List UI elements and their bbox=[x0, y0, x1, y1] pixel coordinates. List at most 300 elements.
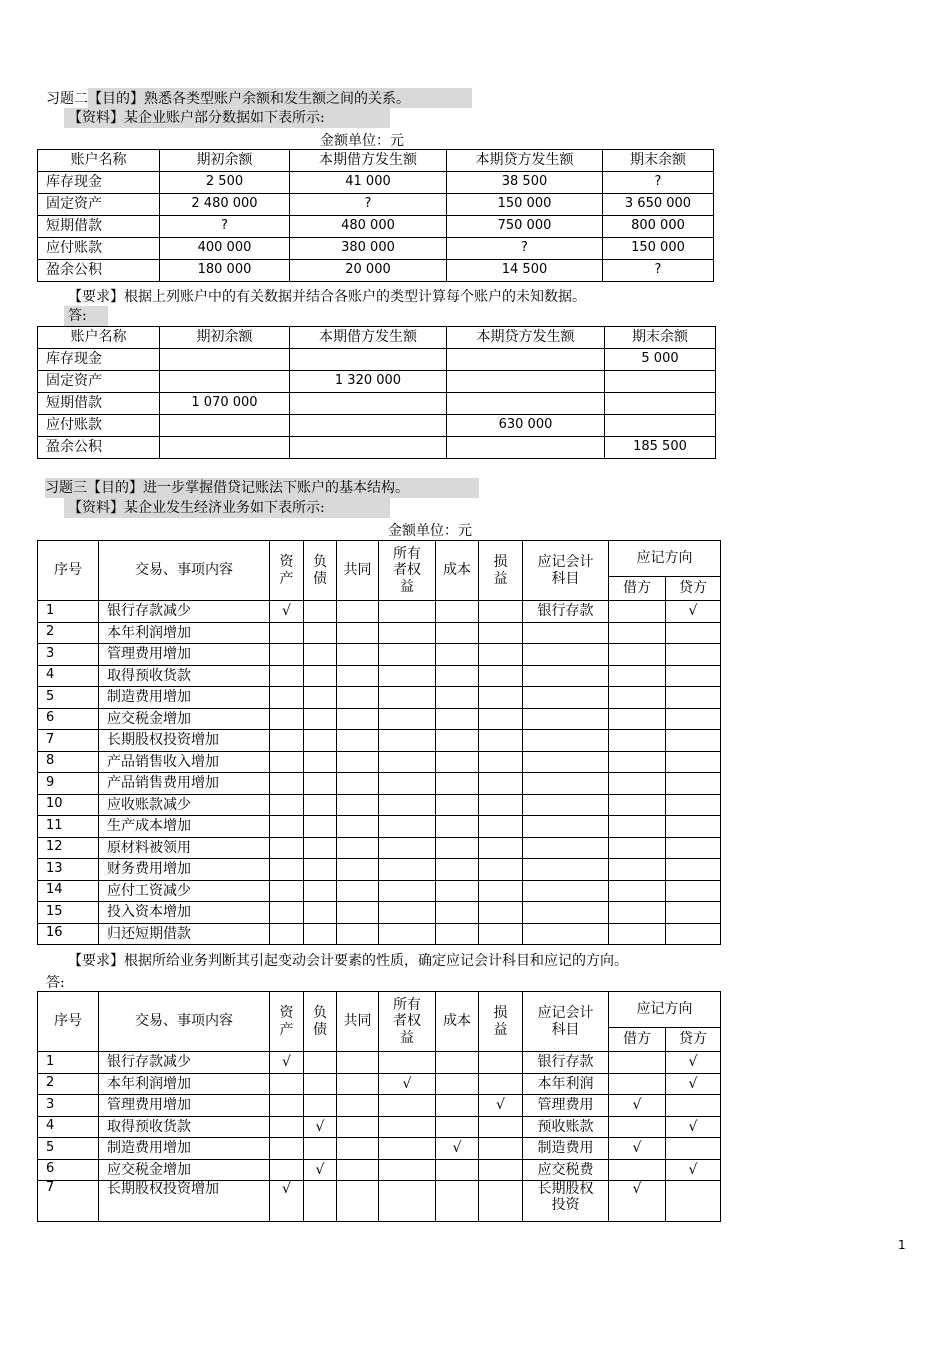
account-cell bbox=[523, 751, 609, 773]
credit-cell bbox=[666, 1095, 721, 1117]
seq-cell: 5 bbox=[38, 687, 99, 709]
amount-cell bbox=[447, 437, 605, 459]
table-row bbox=[38, 1159, 721, 1181]
mark-cell bbox=[270, 708, 304, 730]
mark-cell bbox=[479, 665, 523, 687]
mark-cell bbox=[436, 687, 479, 709]
amount-cell: ? bbox=[603, 172, 714, 194]
table-row bbox=[38, 216, 714, 238]
seq-cell: 1 bbox=[38, 1052, 99, 1074]
mark-cell bbox=[436, 1181, 479, 1222]
mark-cell bbox=[304, 1073, 337, 1095]
mark-cell bbox=[337, 1138, 379, 1160]
column-header: 本期借方发生额 bbox=[290, 150, 447, 172]
mark-cell bbox=[270, 923, 304, 945]
mark-cell bbox=[379, 730, 436, 752]
mark-cell bbox=[270, 837, 304, 859]
mark-cell bbox=[436, 902, 479, 924]
mark-cell bbox=[479, 859, 523, 881]
mark-cell bbox=[337, 622, 379, 644]
liability-header: 负债 bbox=[304, 992, 337, 1052]
debit-cell bbox=[609, 751, 666, 773]
table-row bbox=[38, 172, 714, 194]
seq-cell: 14 bbox=[38, 880, 99, 902]
amount-cell: 180 000 bbox=[160, 260, 290, 282]
liability-header: 负债 bbox=[304, 541, 337, 601]
debit-cell bbox=[609, 880, 666, 902]
seq-cell: 2 bbox=[38, 1073, 99, 1095]
mark-cell bbox=[436, 794, 479, 816]
mark-cell bbox=[304, 773, 337, 795]
mark-cell bbox=[379, 923, 436, 945]
table-row bbox=[38, 1052, 721, 1074]
mark-cell bbox=[337, 751, 379, 773]
amount-cell: ? bbox=[160, 216, 290, 238]
mark-cell bbox=[479, 902, 523, 924]
mark-cell bbox=[337, 1073, 379, 1095]
amount-cell: 150 000 bbox=[603, 238, 714, 260]
content-cell: 财务费用增加 bbox=[99, 859, 270, 881]
table-row bbox=[38, 880, 721, 902]
mark-cell bbox=[379, 601, 436, 623]
content-cell: 制造费用增加 bbox=[99, 1138, 270, 1160]
account-cell bbox=[523, 923, 609, 945]
mark-cell bbox=[436, 1095, 479, 1117]
account-cell bbox=[523, 816, 609, 838]
seq-cell: 10 bbox=[38, 794, 99, 816]
amount-cell: 150 000 bbox=[447, 194, 603, 216]
mark-cell bbox=[479, 880, 523, 902]
table-row bbox=[38, 751, 721, 773]
mark-cell bbox=[479, 644, 523, 666]
amount-cell: 380 000 bbox=[290, 238, 447, 260]
mark-cell bbox=[379, 816, 436, 838]
mark-cell bbox=[479, 1052, 523, 1074]
seq-cell: 12 bbox=[38, 837, 99, 859]
debit-cell bbox=[609, 816, 666, 838]
credit-cell bbox=[666, 751, 721, 773]
mark-cell bbox=[479, 1159, 523, 1181]
amount-cell: ? bbox=[447, 238, 603, 260]
credit-cell bbox=[666, 859, 721, 881]
mark-cell bbox=[479, 708, 523, 730]
ex2-title-prefix: 习题二 bbox=[46, 91, 88, 107]
amount-cell: 14 500 bbox=[447, 260, 603, 282]
amount-cell: 2 480 000 bbox=[160, 194, 290, 216]
mark-cell bbox=[379, 773, 436, 795]
account-cell: 应交税费 bbox=[523, 1159, 609, 1181]
mark-cell bbox=[479, 923, 523, 945]
account-cell bbox=[523, 880, 609, 902]
seq-cell: 11 bbox=[38, 816, 99, 838]
mark-cell bbox=[479, 751, 523, 773]
mark-cell bbox=[479, 601, 523, 623]
content-cell: 投入资本增加 bbox=[99, 902, 270, 924]
content-cell: 长期股权投资增加 bbox=[99, 1181, 270, 1222]
content-cell: 本年利润增加 bbox=[99, 622, 270, 644]
mark-cell bbox=[436, 622, 479, 644]
equity-header: 所有者权益 bbox=[379, 992, 436, 1052]
credit-cell: √ bbox=[666, 601, 721, 623]
mark-cell bbox=[304, 837, 337, 859]
credit-cell bbox=[666, 687, 721, 709]
seq-cell: 7 bbox=[38, 1181, 99, 1222]
debit-cell bbox=[609, 601, 666, 623]
mark-cell bbox=[304, 1181, 337, 1222]
account-name-cell: 库存现金 bbox=[38, 349, 160, 371]
mark-cell bbox=[270, 1138, 304, 1160]
common-header: 共同 bbox=[337, 992, 379, 1052]
mark-cell bbox=[270, 1073, 304, 1095]
content-cell: 应交税金增加 bbox=[99, 708, 270, 730]
mark-cell bbox=[270, 1116, 304, 1138]
mark-cell bbox=[379, 751, 436, 773]
account-cell: 银行存款 bbox=[523, 601, 609, 623]
seq-cell: 3 bbox=[38, 644, 99, 666]
amount-cell: 480 000 bbox=[290, 216, 447, 238]
seq-cell: 4 bbox=[38, 1116, 99, 1138]
account-cell bbox=[523, 859, 609, 881]
credit-cell bbox=[666, 1138, 721, 1160]
seq-cell: 9 bbox=[38, 773, 99, 795]
debit-cell bbox=[609, 1052, 666, 1074]
debit-cell: √ bbox=[609, 1138, 666, 1160]
direction-header: 应记方向 bbox=[609, 992, 721, 1028]
ex2-answer-table bbox=[37, 326, 716, 459]
mark-cell bbox=[436, 751, 479, 773]
mark-cell: √ bbox=[304, 1159, 337, 1181]
debit-cell bbox=[609, 773, 666, 795]
mark-cell bbox=[379, 708, 436, 730]
mark-cell bbox=[337, 859, 379, 881]
mark-cell bbox=[270, 773, 304, 795]
credit-cell bbox=[666, 622, 721, 644]
mark-cell bbox=[337, 1159, 379, 1181]
account-cell bbox=[523, 708, 609, 730]
amount-cell: 630 000 bbox=[447, 415, 605, 437]
mark-cell bbox=[479, 1116, 523, 1138]
ex3-data-table bbox=[37, 540, 721, 945]
table-row bbox=[38, 923, 721, 945]
credit-cell: √ bbox=[666, 1052, 721, 1074]
seq-cell: 1 bbox=[38, 601, 99, 623]
ex2-answer-label: 答: bbox=[64, 306, 108, 326]
mark-cell bbox=[304, 1138, 337, 1160]
table-row bbox=[38, 816, 721, 838]
amount-cell bbox=[160, 349, 290, 371]
mark-cell bbox=[436, 880, 479, 902]
table-row bbox=[38, 415, 716, 437]
content-cell: 应收账款减少 bbox=[99, 794, 270, 816]
mark-cell bbox=[379, 665, 436, 687]
debit-cell bbox=[609, 1073, 666, 1095]
amount-cell: 1 320 000 bbox=[290, 371, 447, 393]
mark-cell bbox=[379, 1095, 436, 1117]
mark-cell bbox=[479, 837, 523, 859]
credit-cell: √ bbox=[666, 1159, 721, 1181]
common-header: 共同 bbox=[337, 541, 379, 601]
mark-cell bbox=[337, 1095, 379, 1117]
table-row bbox=[38, 773, 721, 795]
mark-cell bbox=[479, 1073, 523, 1095]
mark-cell bbox=[304, 708, 337, 730]
table-row bbox=[38, 1116, 721, 1138]
table-row bbox=[38, 794, 721, 816]
content-header: 交易、事项内容 bbox=[99, 541, 270, 601]
table-row bbox=[38, 708, 721, 730]
mark-cell bbox=[479, 816, 523, 838]
content-cell: 产品销售费用增加 bbox=[99, 773, 270, 795]
credit-cell bbox=[666, 902, 721, 924]
mark-cell bbox=[270, 816, 304, 838]
ex2-title bbox=[46, 88, 472, 108]
seq-cell: 8 bbox=[38, 751, 99, 773]
credit-cell bbox=[666, 708, 721, 730]
debit-cell bbox=[609, 730, 666, 752]
mark-cell bbox=[337, 902, 379, 924]
mark-cell bbox=[379, 794, 436, 816]
asset-header: 资产 bbox=[270, 541, 304, 601]
mark-cell bbox=[270, 1095, 304, 1117]
credit-header: 贷方 bbox=[666, 1028, 721, 1052]
account-cell bbox=[523, 730, 609, 752]
debit-cell bbox=[609, 622, 666, 644]
table-row bbox=[38, 1073, 721, 1095]
table-row bbox=[38, 393, 716, 415]
amount-cell bbox=[290, 415, 447, 437]
seq-header: 序号 bbox=[38, 992, 99, 1052]
account-cell: 本年利润 bbox=[523, 1073, 609, 1095]
amount-cell bbox=[447, 371, 605, 393]
amount-cell: 2 500 bbox=[160, 172, 290, 194]
table-row bbox=[38, 644, 721, 666]
credit-cell bbox=[666, 816, 721, 838]
mark-cell bbox=[270, 644, 304, 666]
credit-cell: √ bbox=[666, 1116, 721, 1138]
debit-cell bbox=[609, 644, 666, 666]
amount-cell: 750 000 bbox=[447, 216, 603, 238]
debit-cell: √ bbox=[609, 1181, 666, 1222]
mark-cell bbox=[304, 622, 337, 644]
mark-cell bbox=[304, 794, 337, 816]
account-name-cell: 盈余公积 bbox=[38, 260, 160, 282]
amount-cell: ? bbox=[290, 194, 447, 216]
cost-header: 成本 bbox=[436, 992, 479, 1052]
mark-cell bbox=[270, 1159, 304, 1181]
seq-cell: 15 bbox=[38, 902, 99, 924]
table-row bbox=[38, 194, 714, 216]
mark-cell: √ bbox=[379, 1073, 436, 1095]
amount-cell: 400 000 bbox=[160, 238, 290, 260]
account-name-cell: 固定资产 bbox=[38, 194, 160, 216]
mark-cell bbox=[304, 859, 337, 881]
mark-cell bbox=[379, 687, 436, 709]
account-cell: 制造费用 bbox=[523, 1138, 609, 1160]
mark-cell bbox=[337, 773, 379, 795]
mark-cell bbox=[479, 687, 523, 709]
credit-cell bbox=[666, 644, 721, 666]
header-row bbox=[38, 150, 714, 172]
content-header: 交易、事项内容 bbox=[99, 992, 270, 1052]
table-row bbox=[38, 837, 721, 859]
mark-cell bbox=[270, 751, 304, 773]
account-name-cell: 短期借款 bbox=[38, 393, 160, 415]
amount-cell bbox=[290, 393, 447, 415]
seq-cell: 6 bbox=[38, 1159, 99, 1181]
table-row bbox=[38, 1138, 721, 1160]
mark-cell bbox=[270, 687, 304, 709]
pl-header: 损益 bbox=[479, 992, 523, 1052]
seq-header: 序号 bbox=[38, 541, 99, 601]
column-header: 账户名称 bbox=[38, 327, 160, 349]
mark-cell bbox=[304, 601, 337, 623]
mark-cell bbox=[337, 1181, 379, 1222]
amount-cell: 38 500 bbox=[447, 172, 603, 194]
seq-cell: 16 bbox=[38, 923, 99, 945]
mark-cell bbox=[436, 859, 479, 881]
mark-cell bbox=[436, 601, 479, 623]
mark-cell bbox=[304, 1052, 337, 1074]
amount-cell: 1 070 000 bbox=[160, 393, 290, 415]
mark-cell bbox=[304, 880, 337, 902]
mark-cell bbox=[379, 859, 436, 881]
mark-cell bbox=[337, 794, 379, 816]
header-row bbox=[38, 327, 716, 349]
mark-cell bbox=[304, 1095, 337, 1117]
account-cell bbox=[523, 644, 609, 666]
cost-header: 成本 bbox=[436, 541, 479, 601]
amount-cell: 3 650 000 bbox=[603, 194, 714, 216]
credit-cell bbox=[666, 837, 721, 859]
mark-cell bbox=[304, 923, 337, 945]
account-header: 应记会计科目 bbox=[523, 992, 609, 1052]
amount-cell bbox=[290, 437, 447, 459]
table-row bbox=[38, 687, 721, 709]
content-cell: 归还短期借款 bbox=[99, 923, 270, 945]
mark-cell bbox=[379, 622, 436, 644]
seq-cell: 6 bbox=[38, 708, 99, 730]
mark-cell bbox=[379, 644, 436, 666]
mark-cell bbox=[436, 773, 479, 795]
seq-cell: 13 bbox=[38, 859, 99, 881]
amount-cell: 5 000 bbox=[605, 349, 716, 371]
ex2-requirement: 【要求】根据上列账户中的有关数据并结合各账户的类型计算每个账户的未知数据。 bbox=[68, 289, 586, 305]
account-cell bbox=[523, 687, 609, 709]
mark-cell bbox=[436, 665, 479, 687]
debit-cell bbox=[609, 708, 666, 730]
ex3-answer-label: 答: bbox=[46, 975, 65, 991]
ex2-title-rest: 【目的】熟悉各类型账户余额和发生额之间的关系。 bbox=[88, 88, 472, 108]
content-cell: 长期股权投资增加 bbox=[99, 730, 270, 752]
debit-header: 借方 bbox=[609, 1028, 666, 1052]
equity-header: 所有者权益 bbox=[379, 541, 436, 601]
mark-cell: √ bbox=[270, 1052, 304, 1074]
credit-cell bbox=[666, 665, 721, 687]
mark-cell bbox=[337, 687, 379, 709]
amount-cell bbox=[160, 437, 290, 459]
mark-cell bbox=[270, 794, 304, 816]
account-name-cell: 盈余公积 bbox=[38, 437, 160, 459]
content-cell: 银行存款减少 bbox=[99, 1052, 270, 1074]
debit-cell bbox=[609, 665, 666, 687]
mark-cell bbox=[479, 794, 523, 816]
mark-cell bbox=[379, 1159, 436, 1181]
mark-cell bbox=[337, 644, 379, 666]
mark-cell bbox=[379, 837, 436, 859]
mark-cell bbox=[337, 730, 379, 752]
credit-cell bbox=[666, 794, 721, 816]
content-cell: 本年利润增加 bbox=[99, 1073, 270, 1095]
amount-cell bbox=[160, 371, 290, 393]
amount-cell bbox=[605, 415, 716, 437]
amount-cell: 41 000 bbox=[290, 172, 447, 194]
mark-cell bbox=[379, 880, 436, 902]
mark-cell bbox=[270, 902, 304, 924]
ex3-answer-table bbox=[37, 991, 721, 1222]
mark-cell bbox=[270, 880, 304, 902]
account-cell bbox=[523, 665, 609, 687]
table-row bbox=[38, 437, 716, 459]
page-number: 1 bbox=[898, 1238, 906, 1252]
mark-cell bbox=[304, 730, 337, 752]
amount-cell bbox=[447, 393, 605, 415]
amount-cell: 185 500 bbox=[605, 437, 716, 459]
account-cell bbox=[523, 773, 609, 795]
content-cell: 产品销售收入增加 bbox=[99, 751, 270, 773]
mark-cell bbox=[436, 644, 479, 666]
debit-header: 借方 bbox=[609, 577, 666, 601]
table-row bbox=[38, 859, 721, 881]
account-name-cell: 库存现金 bbox=[38, 172, 160, 194]
seq-cell: 2 bbox=[38, 622, 99, 644]
column-header: 本期贷方发生额 bbox=[447, 327, 605, 349]
direction-header: 应记方向 bbox=[609, 541, 721, 577]
mark-cell bbox=[337, 1052, 379, 1074]
account-name-cell: 固定资产 bbox=[38, 371, 160, 393]
asset-header: 资产 bbox=[270, 992, 304, 1052]
mark-cell bbox=[304, 816, 337, 838]
mark-cell: √ bbox=[270, 1181, 304, 1222]
amount-cell bbox=[605, 371, 716, 393]
mark-cell bbox=[479, 622, 523, 644]
account-cell bbox=[523, 837, 609, 859]
debit-cell bbox=[609, 837, 666, 859]
credit-cell bbox=[666, 1181, 721, 1222]
account-name-cell: 应付账款 bbox=[38, 415, 160, 437]
credit-cell bbox=[666, 880, 721, 902]
mark-cell bbox=[270, 622, 304, 644]
seq-cell: 4 bbox=[38, 665, 99, 687]
mark-cell bbox=[436, 923, 479, 945]
mark-cell bbox=[379, 1052, 436, 1074]
mark-cell bbox=[379, 1181, 436, 1222]
mark-cell bbox=[436, 837, 479, 859]
mark-cell bbox=[436, 1052, 479, 1074]
mark-cell: √ bbox=[479, 1095, 523, 1117]
mark-cell bbox=[479, 773, 523, 795]
seq-cell: 3 bbox=[38, 1095, 99, 1117]
account-cell bbox=[523, 622, 609, 644]
pl-header: 损益 bbox=[479, 541, 523, 601]
debit-cell bbox=[609, 923, 666, 945]
mark-cell bbox=[337, 880, 379, 902]
header-row bbox=[38, 541, 721, 577]
table-row bbox=[38, 665, 721, 687]
mark-cell bbox=[304, 644, 337, 666]
mark-cell bbox=[304, 902, 337, 924]
mark-cell bbox=[436, 1159, 479, 1181]
mark-cell bbox=[304, 687, 337, 709]
